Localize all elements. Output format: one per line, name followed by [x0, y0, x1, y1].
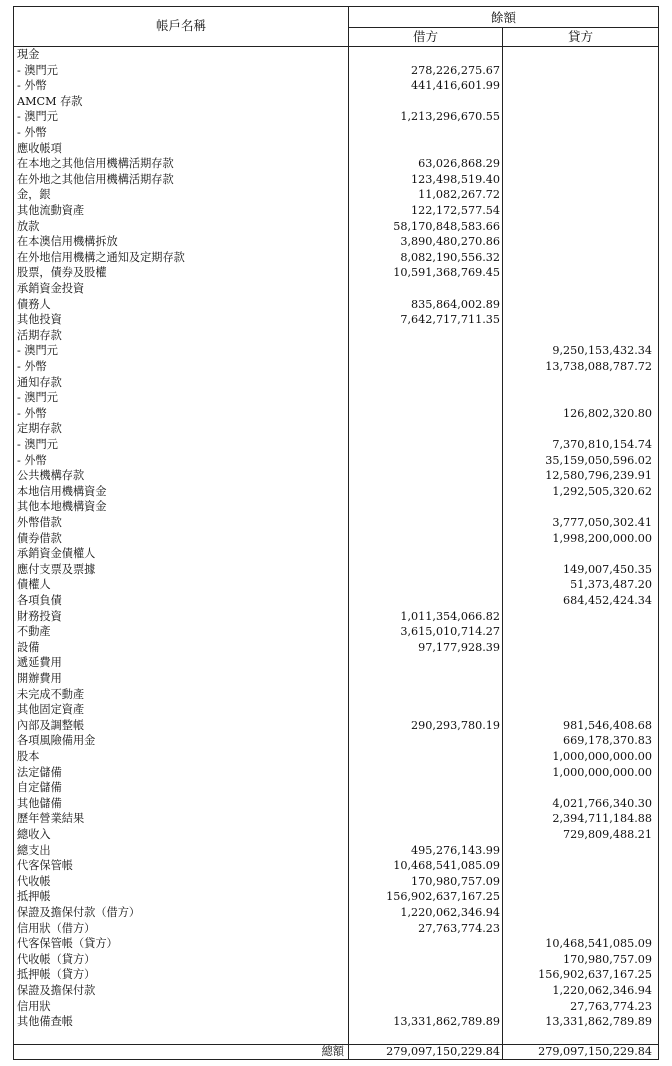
debit-value: 97,177,928.39: [418, 640, 500, 654]
table-row: [14, 406, 658, 422]
debit-value: 63,026,868.29: [418, 157, 500, 171]
account-label: 信用狀: [17, 999, 51, 1013]
account-label: 承銷資金債權人: [17, 547, 96, 561]
credit-value: 9,250,153,432.34: [552, 344, 652, 358]
total-credit: 279,097,150,229.84: [538, 1045, 652, 1058]
table-row: [14, 531, 658, 547]
total-row: [14, 1044, 658, 1060]
credit-header: 貸方: [567, 29, 593, 44]
account-label: 歷年營業結果: [17, 812, 85, 826]
table-row: [14, 562, 658, 578]
table-row: [14, 359, 658, 375]
credit-value: 684,452,424.34: [563, 594, 652, 607]
account-label: 在本地之其他信用機構活期存款: [17, 157, 174, 171]
debit-value: 123,498,519.40: [411, 172, 500, 186]
debit-value: 1,220,062,346.94: [400, 906, 500, 919]
account-label: 設備: [17, 640, 40, 654]
table-row: [14, 499, 658, 515]
table-row: [14, 765, 658, 781]
table-row: [14, 936, 658, 952]
table-row: [14, 281, 658, 297]
account-label: - 澳門元: [17, 344, 58, 358]
table-row: [14, 94, 658, 110]
account-label: 抵押帳（貸方）: [17, 968, 96, 982]
debit-value: 122,172,577.54: [411, 204, 500, 217]
account-label: 各項負債: [17, 594, 62, 607]
account-label: 承銷資金投資: [17, 282, 85, 295]
table-row: [14, 343, 658, 359]
account-label: 法定儲備: [17, 765, 62, 779]
account-label: 活期存款: [17, 328, 62, 342]
debit-value: 3,615,010,714.27: [400, 625, 500, 639]
credit-value: 4,021,766,340.30: [552, 796, 652, 810]
table-row: [14, 421, 658, 437]
account-label: - 外幣: [17, 360, 47, 373]
account-label: 放款: [17, 219, 40, 233]
debit-value: 170,980,757.09: [411, 874, 500, 888]
debit-value: 495,276,143.99: [411, 843, 500, 857]
table-row: [14, 655, 658, 671]
account-label: 保證及擔保付款（借方）: [17, 906, 141, 919]
debit-value: 1,213,296,670.55: [400, 110, 500, 124]
debit-value: 27,763,774.23: [418, 921, 500, 935]
table-row: [14, 874, 658, 890]
credit-value: 12,580,796,239.91: [545, 469, 652, 483]
debit-value: 8,082,190,556.32: [400, 250, 500, 264]
table-row: [14, 312, 658, 328]
account-label: 債權人: [17, 578, 51, 592]
table-row: [14, 234, 658, 250]
account-label: AMCM 存款: [17, 94, 83, 108]
table-row: [14, 671, 658, 687]
account-label: 未完成不動產: [17, 687, 85, 701]
table-row: [14, 718, 658, 734]
account-label: 自定儲備: [17, 781, 62, 795]
account-label: 本地信用機構資金: [17, 484, 107, 498]
account-label: 不動產: [17, 625, 51, 639]
debit-value: 10,468,541,085.09: [393, 859, 500, 873]
account-label: 開辦費用: [17, 672, 62, 685]
table-row: [14, 297, 658, 313]
debit-value: 1,011,354,066.82: [400, 609, 500, 623]
table-row: [14, 827, 658, 843]
account-label: - 外幣: [17, 79, 47, 93]
debit-value: 7,642,717,711.35: [400, 313, 500, 327]
credit-value: 1,000,000,000.00: [552, 765, 652, 779]
account-label: 債券借款: [17, 531, 62, 545]
table-row: [14, 250, 658, 266]
table-row: [14, 437, 658, 453]
table-row: [14, 687, 658, 703]
credit-value: 1,998,200,000.00: [552, 531, 652, 545]
account-name-header: 帳戶名稱: [155, 18, 206, 33]
debit-value: 156,902,637,167.25: [386, 890, 500, 904]
account-label: 在外地之其他信用機構活期存款: [17, 172, 174, 186]
table-row: [14, 624, 658, 640]
credit-value: 27,763,774.23: [570, 999, 652, 1013]
account-label: - 外幣: [17, 126, 47, 139]
account-label: 內部及調整帳: [17, 718, 85, 732]
account-label: 外幣借款: [17, 516, 62, 529]
table-row: [14, 967, 658, 983]
balance-header: 餘額: [490, 10, 516, 25]
table-row: [14, 515, 658, 531]
debit-value: 13,331,862,789.89: [393, 1015, 500, 1029]
table-row: [14, 328, 658, 344]
table-row: [14, 952, 658, 968]
table-row: [14, 125, 658, 141]
account-label: 代收帳（貸方）: [17, 952, 96, 966]
table-row: [14, 593, 658, 609]
total-debit: 279,097,150,229.84: [386, 1045, 500, 1058]
table-row: [14, 156, 658, 172]
table-row: [14, 78, 658, 94]
account-label: 股票，債券及股權: [17, 266, 107, 280]
account-label: - 外幣: [17, 453, 47, 467]
account-label: 在外地信用機構之通知及定期存款: [17, 250, 185, 264]
credit-value: 7,370,810,154.74: [552, 438, 652, 451]
debit-value: 835,864,002.89: [411, 297, 500, 311]
account-label: - 外幣: [17, 406, 47, 420]
account-label: 其他備查帳: [17, 1015, 73, 1029]
credit-value: 1,220,062,346.94: [552, 984, 652, 997]
credit-value: 3,777,050,302.41: [552, 516, 652, 529]
table-row: [14, 609, 658, 625]
account-label: - 澳門元: [17, 110, 58, 124]
table-row: [14, 733, 658, 749]
table-row: [14, 546, 658, 562]
credit-value: 51,373,487.20: [570, 578, 652, 592]
table-row: [14, 640, 658, 656]
account-label: 抵押帳: [17, 890, 51, 904]
account-label: 保證及擔保付款: [17, 984, 96, 997]
table-row: [14, 187, 658, 203]
account-label: 其他固定資產: [17, 703, 85, 717]
table-row: [14, 796, 658, 812]
credit-value: 126,802,320.80: [563, 406, 652, 420]
credit-value: 13,331,862,789.89: [545, 1015, 652, 1029]
debit-value: 11,082,267.72: [418, 188, 500, 202]
table-row: [14, 811, 658, 827]
account-label: 定期存款: [17, 422, 62, 436]
table-row: [14, 843, 658, 859]
account-label: 代收帳: [17, 874, 51, 888]
account-label: 總收入: [17, 828, 51, 841]
credit-value: 981,546,408.68: [563, 718, 652, 732]
account-label: 代客保管帳: [17, 859, 73, 873]
account-label: 應收帳項: [17, 141, 62, 155]
balance-table: [13, 6, 659, 1060]
table-row: [14, 702, 658, 718]
table-row: [14, 1014, 658, 1030]
account-label: 通知存款: [17, 375, 62, 389]
debit-value: 441,416,601.99: [411, 79, 500, 93]
debit-value: 290,293,780.19: [411, 718, 500, 732]
table-row: [14, 219, 658, 235]
debit-value: 3,890,480,270.86: [400, 235, 500, 249]
debit-value: 10,591,368,769.45: [393, 266, 500, 280]
table-row: [14, 780, 658, 796]
account-label: 股本: [17, 750, 40, 763]
account-label: - 澳門元: [17, 438, 58, 451]
account-label: 代客保管帳（貸方）: [17, 937, 118, 951]
credit-value: 10,468,541,085.09: [545, 937, 652, 951]
table-row: [14, 375, 658, 391]
table-row: [14, 484, 658, 500]
table-row: [14, 141, 658, 157]
table-row: [14, 921, 658, 937]
credit-value: 13,738,088,787.72: [545, 360, 652, 373]
table-row: [14, 453, 658, 469]
credit-value: 156,902,637,167.25: [538, 968, 652, 982]
table-row: [14, 999, 658, 1015]
account-label: 債務人: [17, 297, 51, 311]
account-label: 其他投資: [17, 313, 62, 327]
account-label: 金，銀: [17, 188, 51, 202]
account-label: 各項風險備用金: [17, 734, 96, 748]
total-label: 總額: [321, 1045, 344, 1058]
account-label: - 澳門元: [17, 63, 58, 77]
debit-value: 58,170,848,583.66: [393, 219, 500, 233]
debit-header: 借方: [412, 29, 438, 44]
account-label: 在本澳信用機構拆放: [17, 235, 118, 249]
account-label: 遞延費用: [17, 656, 62, 670]
table-row: [14, 983, 658, 999]
table-row: [14, 47, 658, 63]
table-row: [14, 109, 658, 125]
credit-value: 35,159,050,596.02: [545, 453, 652, 467]
credit-value: 170,980,757.09: [563, 952, 652, 966]
account-label: 信用狀（借方）: [17, 921, 96, 935]
debit-value: 278,226,275.67: [411, 63, 500, 77]
table-row: [14, 63, 658, 79]
account-label: 其他流動資產: [17, 204, 85, 217]
table-row: [14, 203, 658, 219]
account-label: 其他儲備: [17, 796, 62, 810]
account-label: 總支出: [17, 843, 51, 857]
table-row: [14, 265, 658, 281]
account-label: 公共機構存款: [17, 469, 85, 483]
credit-value: 149,007,450.35: [563, 562, 652, 576]
account-label: 現金: [17, 48, 40, 61]
account-label: - 澳門元: [17, 391, 58, 405]
credit-value: 1,000,000,000.00: [552, 750, 652, 763]
credit-value: 2,394,711,184.88: [552, 812, 652, 826]
table-row: [14, 749, 658, 765]
credit-value: 669,178,370.83: [563, 734, 652, 748]
table-row: [14, 905, 658, 921]
credit-value: 729,809,488.21: [563, 828, 652, 841]
account-label: 其他本地機構資金: [17, 500, 107, 514]
table-row: [14, 577, 658, 593]
table-row: [14, 468, 658, 484]
account-label: 財務投資: [17, 609, 62, 623]
table-row: [14, 172, 658, 188]
table-row: [14, 889, 658, 905]
table-row: [14, 390, 658, 406]
table-row: [14, 858, 658, 874]
account-label: 應付支票及票據: [17, 562, 96, 576]
credit-value: 1,292,505,320.62: [552, 484, 652, 498]
